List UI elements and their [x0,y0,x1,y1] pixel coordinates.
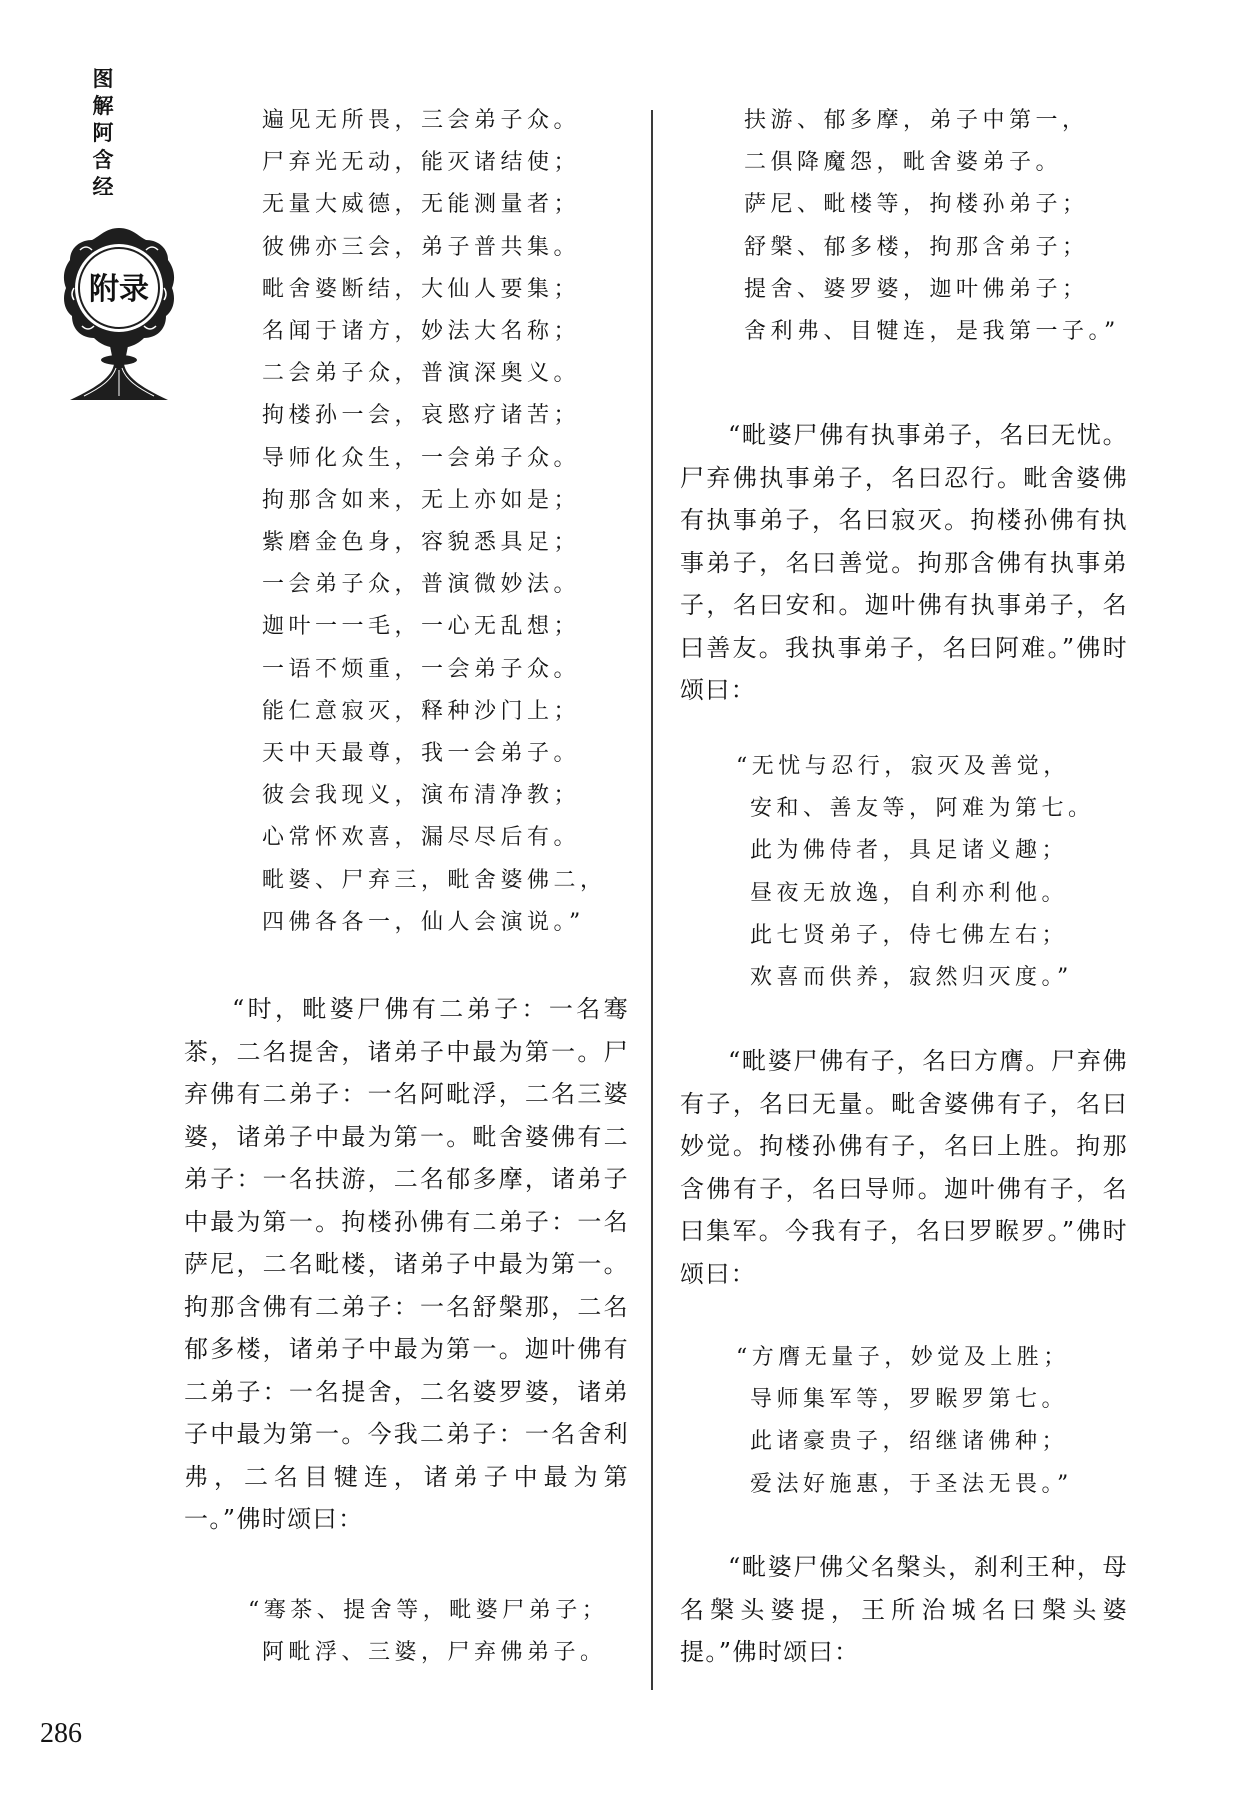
verse-line: 爱法好施惠，于圣法无畏。” [750,1471,1073,1497]
page-number: 286 [40,1718,82,1749]
verse-line: 毗婆、尸弃三，毗舍婆佛二， [262,867,607,893]
appendix-emblem-icon [60,226,178,426]
verse-line: 此诸豪贵子，绍继诸佛种； [750,1429,1069,1455]
verse-line: 心常怀欢喜，漏尽尽后有。 [262,825,581,851]
verse-line: 扶游、郁多摩，弟子中第一， [744,108,1089,133]
prose-paragraph: “毗婆尸佛父名槃头，刹利王种，母名槃头婆提，王所治城名曰槃头婆提。”佛时颂曰： [680,1553,1128,1666]
prose-paragraph: “毗婆尸佛有子，名曰方膺。尸弃佛有子，名曰无量。毗舍婆佛有子，名曰妙觉。拘楼孙佛有子，名曰上胜。拘那含佛有子，名曰导师。迦叶佛有子，名曰集军。今我有子，名曰罗睺罗。”佛时颂曰： [680,1047,1128,1288]
verse-line: 毗舍婆断结，大仙人要集； [262,276,581,302]
verse-line: 紫磨金色身，容貌悉具足； [262,530,581,556]
verse-line: 尸弃光无动，能灭诸结使； [262,150,581,176]
column-divider [651,110,653,1690]
verse-line: 一语不烦重，一会弟子众。 [262,656,581,682]
verse-block [736,1337,1073,1506]
book-title-vertical [88,66,118,201]
verse-line: 迦叶一一毛，一心无乱想； [262,614,581,640]
verse-line: 彼佛亦三会，弟子普共集。 [262,234,581,260]
verse-line: 拘楼孙一会，哀愍疗诸苦； [262,403,581,429]
verse-line: “骞茶、提舍等，毗婆尸弟子； [248,1598,609,1623]
prose-paragraph: “毗婆尸佛有执事弟子，名曰无忧。尸弃佛执事弟子，名曰忍行。毗舍婆佛有执事弟子，名曰寂灭。拘楼孙佛有执事弟子，名曰善觉。拘那含佛有执事弟子，名曰安和。迦叶佛有执事弟子，名曰善友。我执事弟子，名曰阿难。”佛时颂曰： [680,421,1128,704]
book-title-char: 经 [92,175,114,199]
verse-line: 舍利弗、目犍连，是我第一子。” [744,319,1120,345]
section-label: 附录 [89,272,149,307]
verse-line: 舒槃、郁多楼，拘那含弟子； [744,234,1089,260]
verse-line: 欢喜而供养，寂然归灭度。” [750,965,1073,991]
verse-line: “方膺无量子，妙觉及上胜； [736,1345,1070,1370]
verse-line: 昼夜无放逸，自利亦利他。 [750,880,1069,906]
verse-line: 一会弟子众，普演微妙法。 [262,572,581,598]
prose-paragraph: “时，毗婆尸佛有二弟子：一名骞茶，二名提舍，诸弟子中最为第一。尸弃佛有二弟子：一名阿毗浮，二名三婆婆，诸弟子中最为第一。毗舍婆佛有二弟子：一名扶游，二名郁多摩，诸弟子中最为第一。拘楼孙佛有二弟子：一名萨尼，二名毗楼，诸弟子中最为第一。拘那含佛有二弟子：一名舒槃那，二名郁多楼，诸弟子中最为第一。迦叶佛有二弟子：一名提舍，二名婆罗婆，诸弟子中最为第一。今我二弟子：一名舍利弗，二名目犍连，诸弟子中最为第一。”佛时颂曰： [184,995,629,1533]
verse-block [744,100,1120,353]
verse-line: 导师集军等，罗睺罗第七。 [750,1387,1069,1413]
verse-line: 阿毗浮、三婆，尸弃佛弟子。 [262,1640,607,1666]
verse-line: 无量大威德，无能测量者； [262,192,581,218]
verse-line: 二俱降魔怨，毗舍婆弟子。 [744,150,1063,176]
verse-line: 名闻于诸方，妙法大名称； [262,319,581,345]
verse-line: 导师化众生，一会弟子众。 [262,445,581,471]
verse-line: 此七贤弟子，侍七佛左右； [750,922,1069,948]
verse-block [262,100,607,944]
book-title-char: 解 [92,94,114,118]
verse-line: 安和、善友等，阿难为第七。 [750,796,1095,822]
verse-line: 提舍、婆罗婆，迦叶佛弟子； [744,276,1089,302]
verse-line: 天中天最尊，我一会弟子。 [262,741,581,767]
verse-line: 二会弟子众，普演深奥义。 [262,361,581,387]
verse-line: 彼会我现义，演布清净教； [262,783,581,809]
verse-block [736,746,1095,999]
verse-line: 能仁意寂灭，释种沙门上； [262,698,581,724]
verse-line: 此为佛侍者，具足诸义趣； [750,838,1069,864]
verse-line: “无忧与忍行，寂灭及善觉， [736,754,1070,779]
verse-line: 拘那含如来，无上亦如是； [262,487,581,513]
book-title-char: 图 [92,67,114,91]
verse-line: 四佛各各一，仙人会演说。” [262,909,585,935]
book-title-char: 含 [92,148,114,172]
verse-line: 萨尼、毗楼等，拘楼孙弟子； [744,192,1089,218]
verse-line: 遍见无所畏，三会弟子众。 [262,108,581,133]
verse-block [248,1590,608,1674]
book-title-char: 阿 [92,121,114,145]
